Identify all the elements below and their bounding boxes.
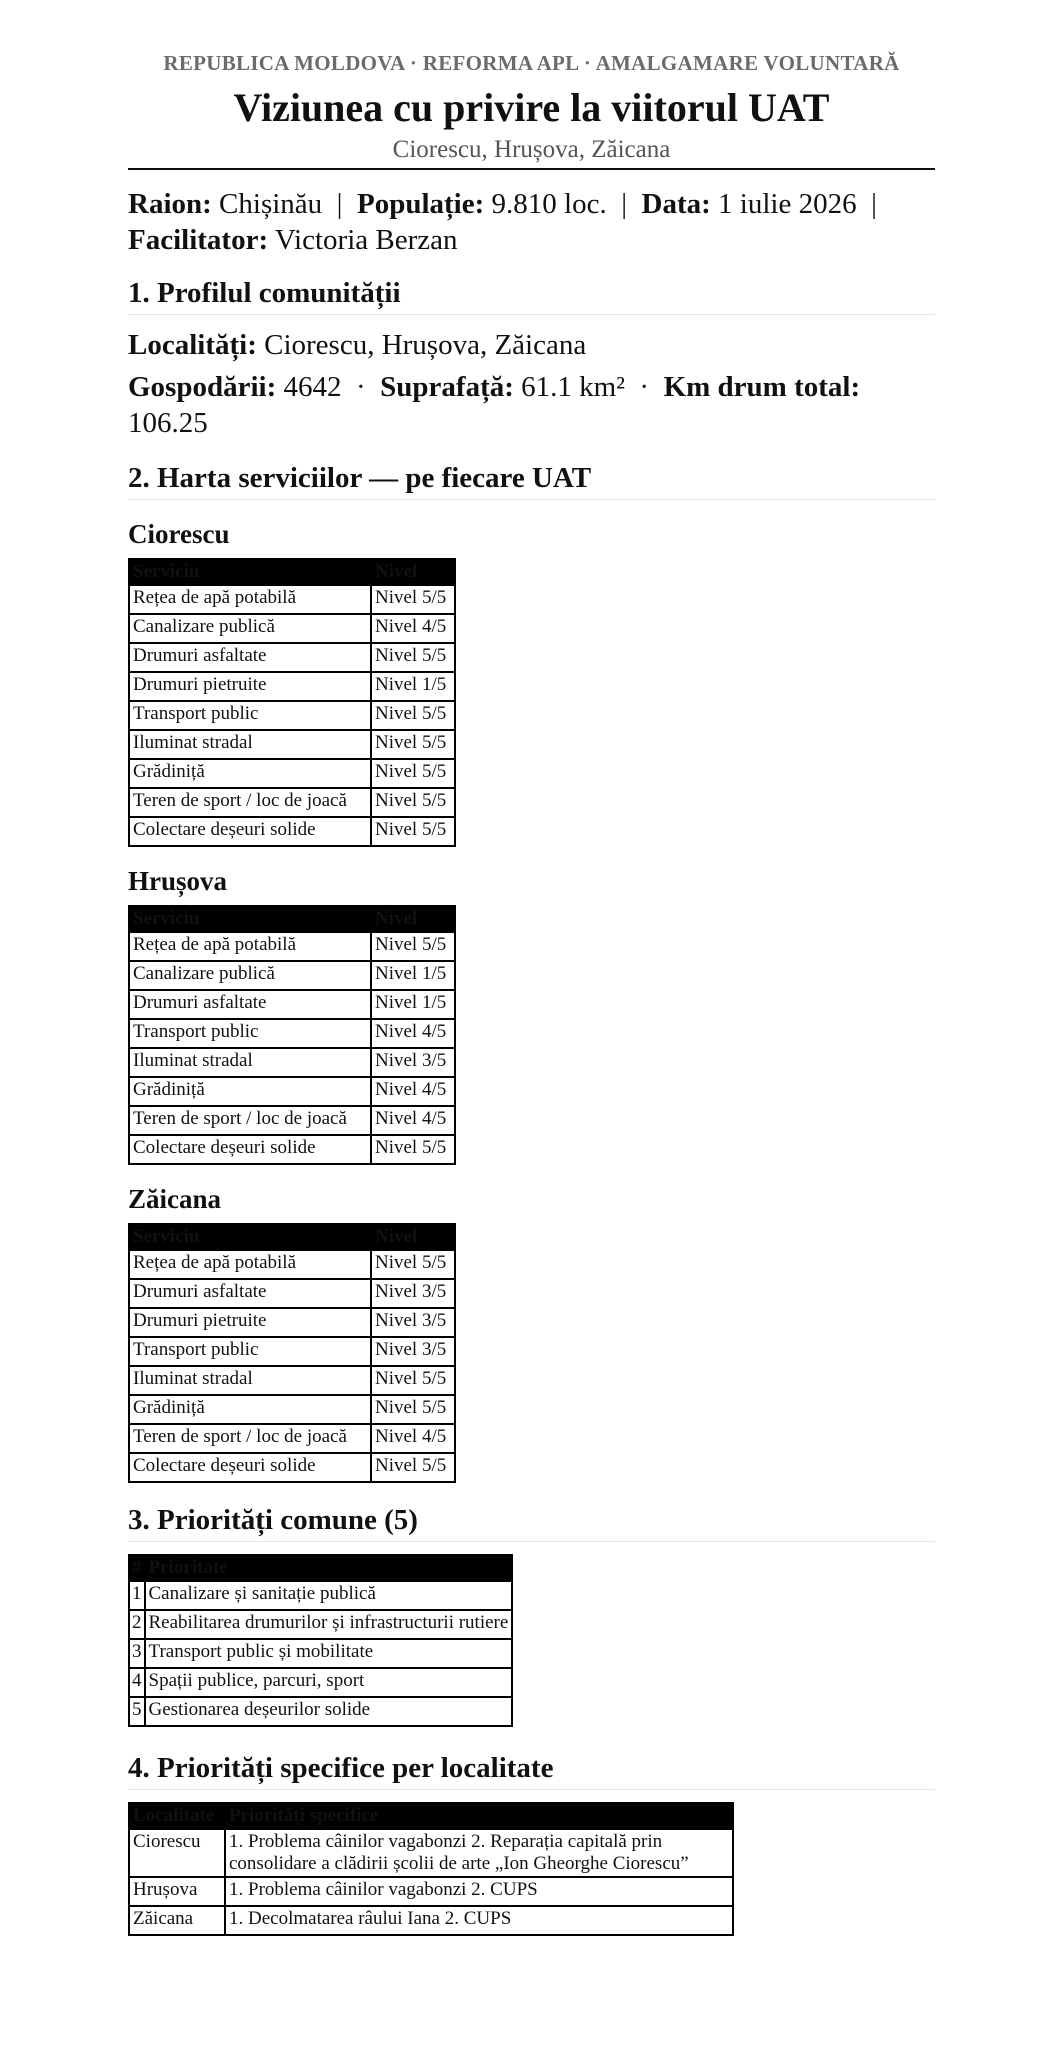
service-table [128, 1223, 456, 1483]
service-cell: Teren de sport / loc de joacă [129, 1106, 371, 1135]
level-cell: Nivel 5/5 [371, 1135, 455, 1164]
table-row [129, 1829, 733, 1877]
table-row [129, 961, 455, 990]
data-label: Data: [641, 188, 711, 220]
priority-number-cell: 3 [129, 1639, 145, 1668]
level-cell: Nivel 5/5 [371, 643, 455, 672]
table-row [129, 1424, 455, 1453]
service-table [128, 558, 456, 847]
meta-separator: | [621, 188, 628, 220]
table-row [129, 1906, 733, 1935]
suprafata-label: Suprafață: [380, 371, 514, 403]
section-4-heading: 4. Priorități specifice per localitate [128, 1751, 935, 1790]
localitati-label: Localități: [128, 329, 257, 361]
service-cell: Canalizare publică [129, 961, 371, 990]
table-row [129, 1106, 455, 1135]
col-prioritati-header: Priorități specifice [225, 1803, 733, 1829]
service-cell: Drumuri asfaltate [129, 643, 371, 672]
page-subtitle: Ciorescu, Hrușova, Zăicana [128, 134, 935, 170]
table-row [129, 788, 455, 817]
table-row [129, 1877, 733, 1906]
level-cell: Nivel 3/5 [371, 1279, 455, 1308]
col-level-header: Nivel [371, 559, 455, 585]
table-row [129, 1308, 455, 1337]
table-row [129, 1610, 512, 1639]
level-cell: Nivel 1/5 [371, 961, 455, 990]
service-cell: Iluminat stradal [129, 1366, 371, 1395]
col-num-header: # [129, 1555, 145, 1581]
level-cell: Nivel 1/5 [371, 672, 455, 701]
table-row [129, 1581, 512, 1610]
facilitator-label: Facilitator: [128, 224, 269, 256]
col-localitate-header: Localitate [129, 1803, 225, 1829]
common-priorities-table [128, 1554, 513, 1727]
raion-value: Chișinău [219, 188, 323, 220]
document-content [128, 0, 935, 1936]
uat-heading: Zăicana [128, 1184, 222, 1214]
table-header-row [129, 1555, 512, 1581]
table-row [129, 1366, 455, 1395]
table-row [129, 932, 455, 961]
level-cell: Nivel 5/5 [371, 932, 455, 961]
service-cell: Colectare deșeuri solide [129, 817, 371, 846]
service-cell: Rețea de apă potabilă [129, 585, 371, 614]
facilitator-value: Victoria Berzan [274, 224, 458, 256]
service-cell: Drumuri pietruite [129, 672, 371, 701]
service-cell: Grădiniță [129, 1395, 371, 1424]
table-row [129, 614, 455, 643]
localitati-line [128, 327, 935, 363]
header-kicker: REPUBLICA MOLDOVA · REFORMA APL · AMALGAMARE VOLUNTARĂ [163, 51, 900, 75]
level-cell: Nivel 5/5 [371, 730, 455, 759]
table-row [129, 1697, 512, 1726]
page-title: Viziunea cu privire la viitorul UAT [233, 85, 830, 130]
priority-number-cell: 4 [129, 1668, 145, 1697]
level-cell: Nivel 5/5 [371, 817, 455, 846]
table-row [129, 1077, 455, 1106]
level-cell: Nivel 5/5 [371, 788, 455, 817]
profile-stats-line [128, 369, 935, 441]
meta-line [128, 186, 935, 258]
table-row [129, 990, 455, 1019]
level-cell: Nivel 5/5 [371, 1395, 455, 1424]
level-cell: Nivel 5/5 [371, 1250, 455, 1279]
raion-label: Raion: [128, 188, 212, 220]
gospodarii-label: Gospodării: [128, 371, 277, 403]
service-cell: Drumuri pietruite [129, 1308, 371, 1337]
table-row [129, 1668, 512, 1697]
localitate-cell: Ciorescu [129, 1829, 225, 1877]
service-cell: Colectare deșeuri solide [129, 1135, 371, 1164]
priority-text-cell: Gestionarea deșeurilor solide [145, 1697, 513, 1726]
level-cell: Nivel 5/5 [371, 759, 455, 788]
populatie-value: 9.810 loc. [491, 188, 607, 220]
level-cell: Nivel 1/5 [371, 990, 455, 1019]
col-level-header: Nivel [371, 1224, 455, 1250]
service-cell: Drumuri asfaltate [129, 1279, 371, 1308]
level-cell: Nivel 5/5 [371, 701, 455, 730]
uat-heading: Ciorescu [128, 519, 230, 549]
level-cell: Nivel 3/5 [371, 1337, 455, 1366]
table-header-row [129, 906, 455, 932]
specific-priorities-cell: 1. Problema câinilor vagabonzi 2. CUPS [225, 1877, 733, 1906]
level-cell: Nivel 5/5 [371, 585, 455, 614]
table-row [129, 1135, 455, 1164]
populatie-label: Populație: [356, 188, 485, 220]
service-cell: Canalizare publică [129, 614, 371, 643]
table-header-row [129, 559, 455, 585]
level-cell: Nivel 5/5 [371, 1453, 455, 1482]
priority-number-cell: 1 [129, 1581, 145, 1610]
level-cell: Nivel 4/5 [371, 1424, 455, 1453]
priority-text-cell: Spații publice, parcuri, sport [145, 1668, 513, 1697]
stats-dot: · [356, 371, 366, 403]
col-service-header: Serviciu [129, 1224, 371, 1250]
table-row [129, 759, 455, 788]
localitate-cell: Hrușova [129, 1877, 225, 1906]
uat-service-maps [128, 518, 935, 1483]
specific-priorities-cell: 1. Decolmatarea râului Iana 2. CUPS [225, 1906, 733, 1935]
col-level-header: Nivel [371, 906, 455, 932]
level-cell: Nivel 4/5 [371, 1077, 455, 1106]
service-cell: Grădiniță [129, 759, 371, 788]
specific-priorities-table [128, 1802, 734, 1936]
service-cell: Transport public [129, 701, 371, 730]
service-cell: Colectare deșeuri solide [129, 1453, 371, 1482]
table-row [129, 1250, 455, 1279]
level-cell: Nivel 4/5 [371, 1019, 455, 1048]
table-row [129, 1453, 455, 1482]
table-header-row [129, 1224, 455, 1250]
level-cell: Nivel 3/5 [371, 1308, 455, 1337]
service-cell: Iluminat stradal [129, 730, 371, 759]
priority-text-cell: Transport public și mobilitate [145, 1639, 513, 1668]
meta-separator: | [336, 188, 343, 220]
table-header-row [129, 1803, 733, 1829]
gospodarii-value: 4642 [283, 371, 342, 403]
service-table [128, 905, 456, 1165]
section-1-heading: 1. Profilul comunității [128, 276, 935, 315]
data-value: 1 iulie 2026 [718, 188, 857, 220]
priority-text-cell: Reabilitarea drumurilor și infrastructurii rutiere [145, 1610, 513, 1639]
table-row [129, 1395, 455, 1424]
service-cell: Rețea de apă potabilă [129, 932, 371, 961]
priority-number-cell: 2 [129, 1610, 145, 1639]
stats-dot: · [639, 371, 650, 403]
specific-priorities-cell: 1. Problema câinilor vagabonzi 2. Reparația capitală prin consolidare a clădirii școlii de arte „Ion Gheorghe Ciorescu” [225, 1829, 733, 1877]
table-row [129, 643, 455, 672]
service-cell: Drumuri asfaltate [129, 990, 371, 1019]
table-row [129, 730, 455, 759]
table-row [129, 701, 455, 730]
service-cell: Teren de sport / loc de joacă [129, 788, 371, 817]
level-cell: Nivel 3/5 [371, 1048, 455, 1077]
uat-heading: Hrușova [128, 866, 228, 896]
suprafata-value: 61.1 km² [521, 371, 625, 403]
col-service-header: Serviciu [129, 559, 371, 585]
table-row [129, 1337, 455, 1366]
service-cell: Grădiniță [129, 1077, 371, 1106]
meta-separator: | [871, 188, 877, 220]
table-row [129, 585, 455, 614]
table-row [129, 1279, 455, 1308]
table-row [129, 1019, 455, 1048]
table-row [129, 817, 455, 846]
priority-number-cell: 5 [129, 1697, 145, 1726]
localitate-cell: Zăicana [129, 1906, 225, 1935]
level-cell: Nivel 4/5 [371, 1106, 455, 1135]
section-2-heading: 2. Harta serviciilor — pe fiecare UAT [128, 461, 935, 500]
km-value: 106.25 [128, 407, 208, 439]
service-cell: Transport public [129, 1019, 371, 1048]
service-cell: Rețea de apă potabilă [129, 1250, 371, 1279]
col-priority-header: Prioritate [145, 1555, 513, 1581]
km-label: Km drum total: [663, 371, 861, 403]
service-cell: Teren de sport / loc de joacă [129, 1424, 371, 1453]
service-cell: Transport public [129, 1337, 371, 1366]
table-row [129, 1639, 512, 1668]
priority-text-cell: Canalizare și sanitație publică [145, 1581, 513, 1610]
localitati-value: Ciorescu, Hrușova, Zăicana [264, 329, 587, 361]
level-cell: Nivel 5/5 [371, 1366, 455, 1395]
col-service-header: Serviciu [129, 906, 371, 932]
section-3-heading: 3. Priorități comune (5) [128, 1503, 935, 1542]
table-row [129, 672, 455, 701]
service-cell: Iluminat stradal [129, 1048, 371, 1077]
table-row [129, 1048, 455, 1077]
level-cell: Nivel 4/5 [371, 614, 455, 643]
